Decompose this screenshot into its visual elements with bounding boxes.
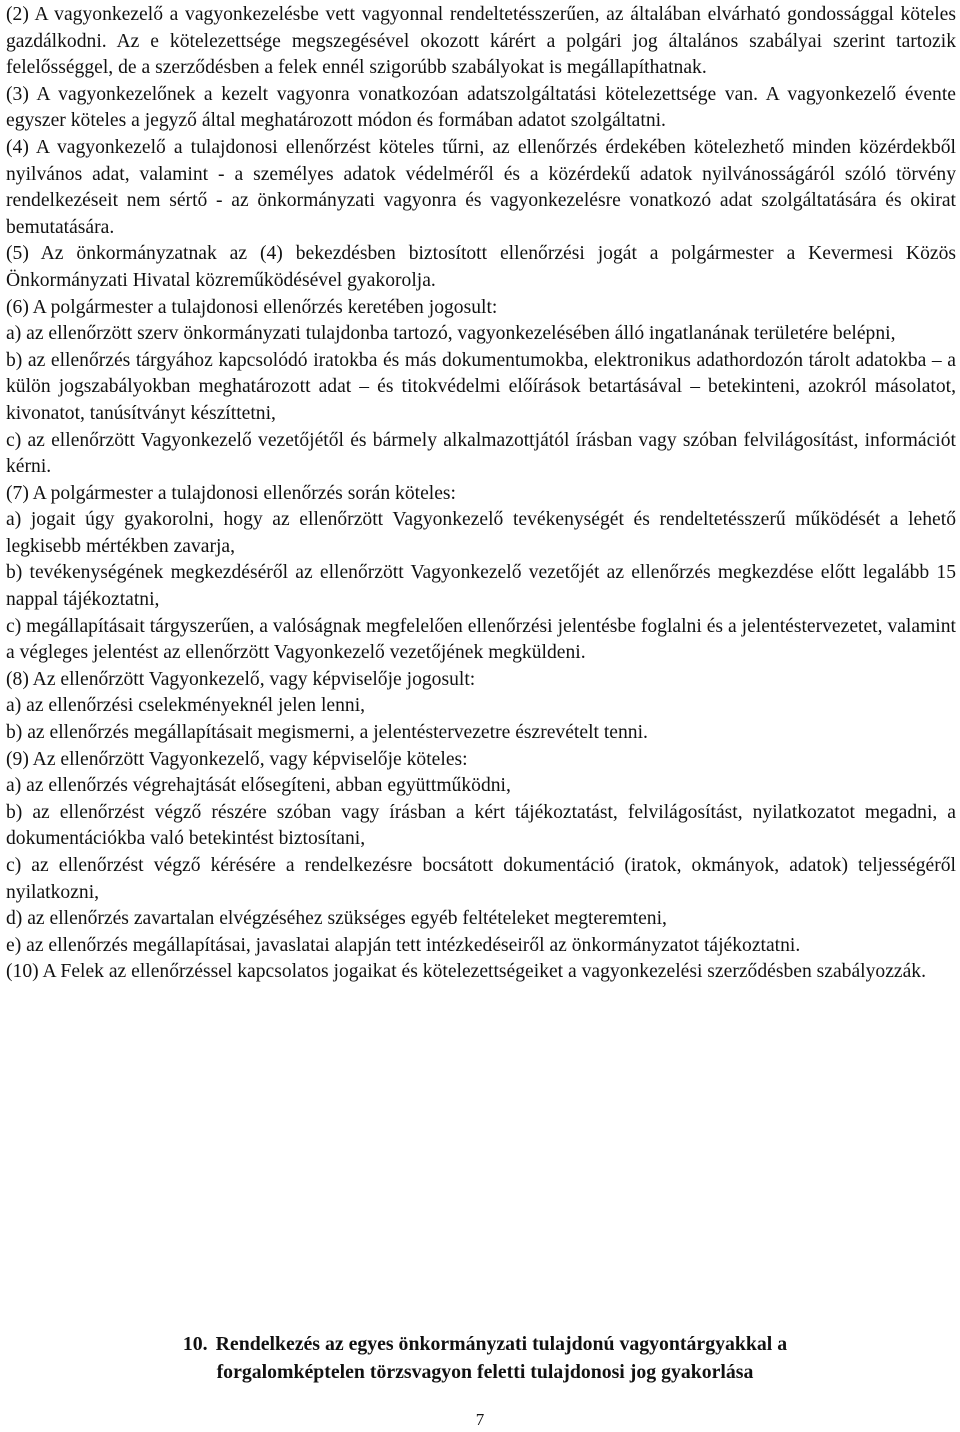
paragraph-9-e: e) az ellenőrzés megállapításai, javaslatai alapján tett intézkedéseiről az önkormányzatot tájékoztatni. <box>6 934 801 956</box>
paragraph-9-intro: (9) Az ellenőrzött Vagyonkezelő, vagy képviselője köteles: <box>6 748 468 770</box>
paragraph-6-intro: (6) A polgármester a tulajdonosi ellenőrzés keretében jogosult: <box>6 296 498 318</box>
paragraph-5: (5) Az önkormányzatnak az (4) bekezdésben biztosított ellenőrzési jogát a polgármester a Kevermesi Közös Önkormányzati Hivatal közreműködésével gyakorolja. <box>6 243 956 291</box>
paragraph-6-a: a) az ellenőrzött szerv önkormányzati tulajdonba tartozó, vagyonkezelésében álló ingatlanának területére belépni, <box>6 323 896 345</box>
paragraph-8-b: b) az ellenőrzés megállapításait megismerni, a jelentéstervezetre észrevételt tenni. <box>6 722 648 744</box>
section-heading <box>60 1330 910 1386</box>
paragraph-7-a: a) jogait úgy gyakorolni, hogy az ellenőrzött Vagyonkezelő tevékenységét és rendeltetésszerű működését a lehető legkisebb mértékben zavarja, <box>6 509 956 557</box>
paragraph-8-a: a) az ellenőrzési cselekményeknél jelen lenni, <box>6 695 366 717</box>
section-number: 10. <box>182 1333 208 1355</box>
paragraph-7-intro: (7) A polgármester a tulajdonosi ellenőrzés során köteles: <box>6 482 456 504</box>
paragraph-4: (4) A vagyonkezelő a tulajdonosi ellenőrzést köteles tűrni, az ellenőrzés érdekében kötelezhető minden közérdekből nyilvános adat, valamint - a személyes adatok védelméről és a közérdekű adatok nyilvánosságáról szóló törvény rendelkezéseit nem sértő - az önkormányzati vagyonra és vagyonkezelésre vonatkozó adat szolgáltatására és okirat bemutatására. <box>6 136 956 238</box>
paragraph-9-a: a) az ellenőrzés végrehajtását elősegíteni, abban együttműködni, <box>6 775 511 797</box>
paragraph-10: (10) A Felek az ellenőrzéssel kapcsolatos jogaikat és kötelezettségeiket a vagyonkezelési szerződésben szabályozzák. <box>6 961 926 983</box>
paragraph-9-b: b) az ellenőrzést végző részére szóban vagy írásban a kért tájékoztatást, felvilágosítást, nyilatkozatot megadni, a dokumentációkba való betekintést biztosítani, <box>6 801 956 850</box>
paragraph-3: (3) A vagyonkezelőnek a kezelt vagyonra vonatkozóan adatszolgáltatási kötelezettsége van. A vagyonkezelő évente egyszer köteles a jegyző által meghatározott módon és formában adatot szolgáltatni. <box>6 83 956 132</box>
page-number: 7 <box>475 1410 485 1429</box>
paragraph-9-c: c) az ellenőrzést végző kérésére a rendelkezésre bocsátott dokumentáció (iratok, okmányok, adatok) teljességéről nyilatkozni, <box>6 855 956 903</box>
section-heading-line1 <box>60 1330 910 1358</box>
paragraph-9-d: d) az ellenőrzés zavartalan elvégzéséhez szükséges egyéb feltételeket megteremteni, <box>6 908 667 930</box>
paragraph-6-c: c) az ellenőrzött Vagyonkezelő vezetőjétől és bármely alkalmazottjától írásban vagy szóban felvilágosítást, információt kérni. <box>6 429 956 478</box>
section-title-line2: forgalomképtelen törzsvagyon feletti tulajdonosi jog gyakorlása <box>216 1361 754 1383</box>
paragraph-7-b: b) tevékenységének megkezdéséről az ellenőrzött Vagyonkezelő vezetőjét az ellenőrzés megkezdése előtt legalább 15 nappal tájékoztatni, <box>6 562 956 611</box>
paragraph-6-b: b) az ellenőrzés tárgyához kapcsolódó iratokba és más dokumentumokba, elektronikus adathordozón tárolt adatokba – a külön jogszabályokban meghatározott adat – és titokvédelmi előírások betartásával – betekinteni, azokról másolatot, kivonatot, tanúsítványt készíttetni, <box>6 349 956 424</box>
paragraph-7-c: c) megállapításait tárgyszerűen, a valóságnak megfelelően ellenőrzési jelentésbe foglalni és a jelentéstervezetet, valamint a végleges jelentést az ellenőrzött Vagyonkezelő vezetőjének megküldeni. <box>6 615 956 664</box>
document-body <box>6 2 956 986</box>
section-title-line1: Rendelkezés az egyes önkormányzati tulajdonú vagyontárgyakkal a <box>215 1333 788 1355</box>
paragraph-2: (2) A vagyonkezelő a vagyonkezelésbe vett vagyonnal rendeltetésszerűen, az általában elvárható gondossággal köteles gazdálkodni. Az e kötelezettsége megszegésével okozott kárért a polgári jog általános szabályai szerint tartozik felelősséggel, de a szerződésben a felek ennél szigorúbb szabályokat is megállapíthatnak. <box>6 4 956 79</box>
paragraph-8-intro: (8) Az ellenőrzött Vagyonkezelő, vagy képviselője jogosult: <box>6 668 476 690</box>
